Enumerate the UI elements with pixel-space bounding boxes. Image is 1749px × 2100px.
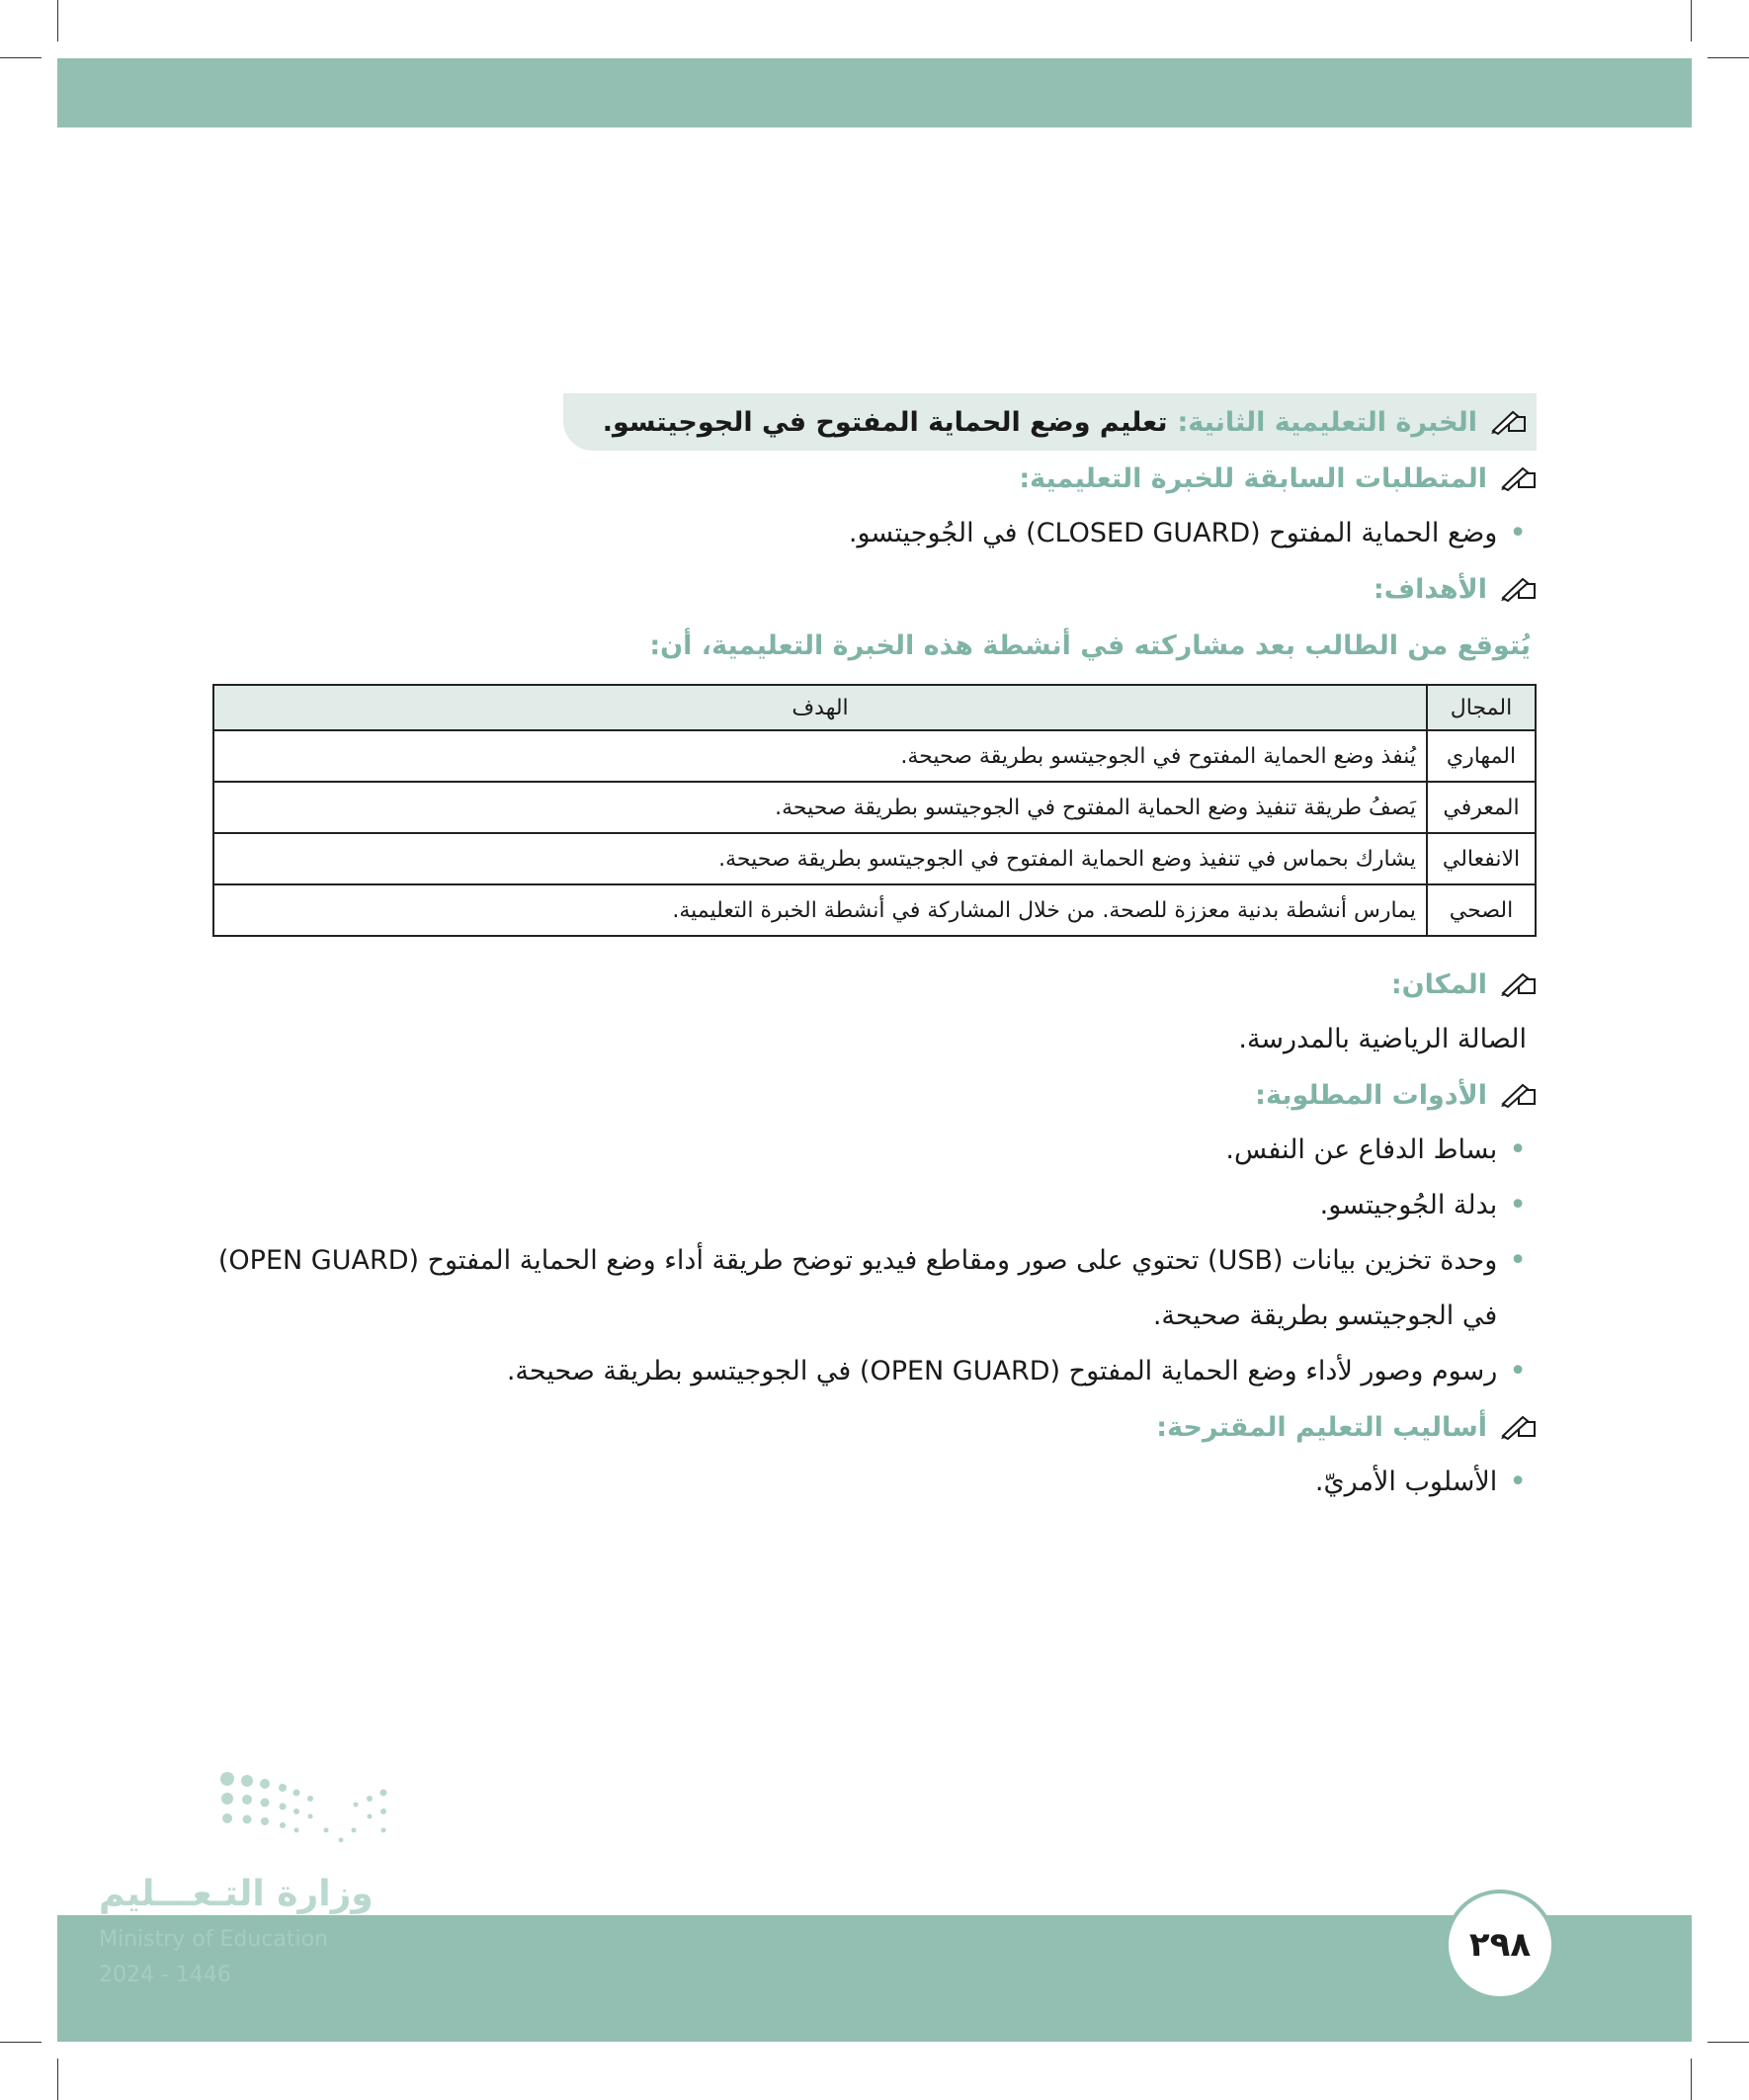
ministry-name-english: Ministry of Education [99,1927,329,1952]
experience-label: الخبرة التعليمية الثانية: [1177,406,1477,438]
lesson-details-section [208,957,1537,1510]
bullet-icon: • [1509,1188,1527,1222]
table-row: المعرفي يَصفُ طريقة تنفيذ وضع الحماية المفتوح في الجوجيتسو بطريقة صحيحة. [213,782,1536,833]
experience-title: تعليم وضع الحماية المفتوح في الجوجيتسو. [602,406,1168,438]
list-item: • بدلة الجُوجيتسو. [208,1178,1537,1233]
tools-heading: الأدوات المطلوبة: [208,1067,1537,1123]
table-row: المهاري يُنفذ وضع الحماية المفتوح في الجوجيتسو بطريقة صحيحة. [213,730,1536,782]
table-row: الصحي يمارس أنشطة بدنية معززة للصحة. من خلال المشاركة في أنشطة الخبرة التعليمية. [213,884,1536,936]
list-item: • بساط الدفاع عن النفس. [208,1123,1537,1178]
pencil-note-icon [1489,409,1527,435]
ministry-year: 2024 - 1446 [99,1963,231,1987]
pencil-note-icon [1499,576,1537,602]
pencil-note-icon [1499,465,1537,491]
crop-mark [0,57,42,58]
crop-mark [1691,2058,1692,2100]
bullet-icon: • [1509,1133,1527,1167]
ministry-logo-icon [99,1769,395,1858]
place-text: الصالة الرياضية بالمدرسة. [1238,1024,1527,1054]
prerequisites-heading: المتطلبات السابقة للخبرة التعليمية: [208,451,1537,506]
lesson-header-section [208,393,1537,676]
crop-mark [1707,57,1749,58]
goals-table [212,684,1537,937]
objectives-intro: يُتوقع من الطالب بعد مشاركته في أنشطة هذه الخبرة التعليمية، أن: [649,630,1531,661]
list-item: • وحدة تخزين بيانات (USB) تحتوي على صور ومقاطع فيديو توضح طريقة أداء وضع الحماية المفتوح (OPEN GUARD) في الجوجيتسو بطريقة صحيحة. [208,1233,1537,1344]
top-color-band [57,58,1692,127]
crop-mark [57,2058,58,2100]
table-row: الانفعالي يشارك بحماس في تنفيذ وضع الحماية المفتوح في الجوجيتسو بطريقة صحيحة. [213,833,1536,884]
methods-heading: أساليب التعليم المقترحة: [208,1399,1537,1455]
crop-mark [57,0,58,42]
list-item: • رسوم وصور لأداء وضع الحماية المفتوح (OPEN GUARD) في الجوجيتسو بطريقة صحيحة. [208,1344,1537,1399]
list-item: • وضع الحماية المفتوح (CLOSED GUARD) في الجُوجيتسو. [208,506,1537,561]
place-heading: المكان: [208,957,1537,1012]
page-number: ٢٩٨ [1445,1890,1555,2000]
objectives-heading: الأهداف: [208,561,1537,617]
pencil-note-icon [1499,1414,1537,1440]
column-header-goal: الهدف [213,685,1427,730]
experience-heading [563,393,1537,451]
pencil-note-icon [1499,971,1537,997]
bullet-icon: • [1509,516,1527,550]
bullet-icon: • [1509,1354,1527,1388]
list-item: • الأسلوب الأمريّ. [208,1455,1537,1510]
column-header-domain: المجال [1427,685,1536,730]
crop-mark [1691,0,1692,42]
crop-mark [1707,2042,1749,2043]
bullet-icon: • [1509,1243,1527,1278]
ministry-name-arabic: وزارة التـعـــليم [99,1874,374,1914]
pencil-note-icon [1499,1082,1537,1108]
table-header-row [213,685,1536,730]
bullet-icon: • [1509,1465,1527,1499]
crop-mark [0,2042,42,2043]
